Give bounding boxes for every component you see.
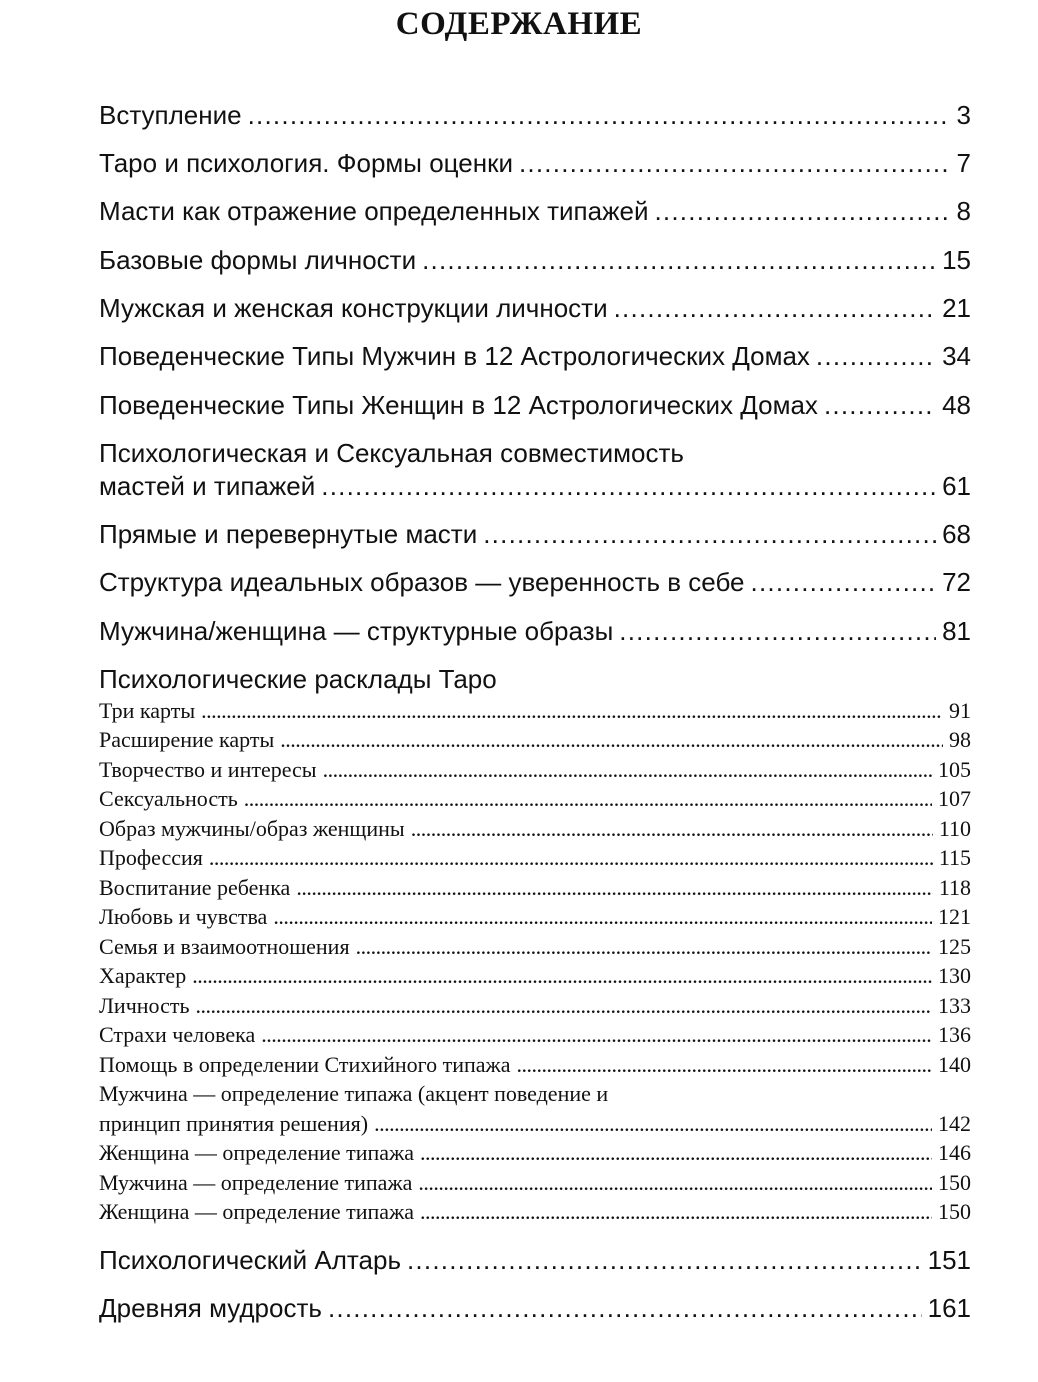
toc-entry-page: 3	[956, 100, 971, 130]
toc-entry-label: Мужская и женская конструкции личности	[99, 293, 608, 323]
toc-entry-page: 8	[956, 196, 971, 226]
toc-subentry[interactable]	[99, 756, 971, 784]
dot-leader	[816, 339, 936, 373]
toc-subentry-page: 136	[938, 1022, 971, 1047]
toc-entry-label: Базовые формы личности	[99, 245, 417, 275]
toc-entry[interactable]	[99, 388, 971, 422]
toc-entry[interactable]	[99, 565, 971, 599]
toc-subentry-label: Профессия	[99, 845, 203, 870]
toc-entry-page: 68	[942, 519, 971, 549]
toc-entry[interactable]	[99, 98, 971, 132]
toc-entry[interactable]	[99, 614, 971, 648]
dot-leader	[248, 98, 951, 132]
dot-leader	[420, 1139, 932, 1167]
dot-leader	[407, 1243, 922, 1277]
toc-entry-label: Структура идеальных образов — уверенность в себе	[99, 567, 745, 597]
toc-entry[interactable]	[99, 194, 971, 228]
dot-leader	[356, 933, 932, 961]
toc-subentry-page: 107	[938, 786, 971, 811]
toc-subentry-label: Помощь в определении Стихийного типажа	[99, 1052, 511, 1077]
section-heading-label: Психологические расклады Таро	[99, 664, 497, 694]
toc-subentry-label: Женщина — определение типажа	[99, 1140, 415, 1165]
toc-subentry[interactable]	[99, 844, 971, 872]
toc-entry-page: 7	[956, 148, 971, 178]
toc-subentry-first-line	[99, 1080, 971, 1108]
toc-entry-label-line1: Психологическая и Сексуальная совместимость	[99, 438, 684, 468]
dot-leader	[519, 146, 951, 180]
toc-subentry-label: Творчество и интересы	[99, 757, 317, 782]
dot-leader	[321, 469, 936, 503]
dot-leader	[422, 243, 936, 277]
toc-entry-label: Поведенческие Типы Мужчин в 12 Астрологических Домах	[99, 341, 810, 371]
toc-entry-page: 21	[942, 293, 971, 323]
dot-leader	[296, 874, 932, 902]
toc-subentry-page: 146	[938, 1140, 971, 1165]
toc-entry[interactable]	[99, 1243, 971, 1277]
toc-entry-label: мастей и типажей	[99, 471, 316, 501]
toc-subentry-label: Сексуальность	[99, 786, 238, 811]
toc-subentry-page: 150	[938, 1170, 971, 1195]
dot-leader	[323, 756, 932, 784]
toc-entry[interactable]	[99, 146, 971, 180]
dot-leader	[374, 1110, 932, 1138]
toc-subentry-label: Три карты	[99, 698, 196, 723]
toc-subentry-label: Образ мужчины/образ женщины	[99, 816, 405, 841]
toc-subentry-page: 105	[938, 757, 971, 782]
toc-subentry[interactable]	[99, 785, 971, 813]
toc-subentry[interactable]	[99, 1169, 971, 1197]
toc-entry-label: Вступление	[99, 100, 242, 130]
toc-subentry[interactable]	[99, 903, 971, 931]
toc-subentry[interactable]	[99, 1110, 971, 1138]
toc-entry-page: 15	[942, 245, 971, 275]
toc-entry-label: Психологический Алтарь	[99, 1245, 401, 1275]
toc-entry-label: Таро и психология. Формы оценки	[99, 148, 513, 178]
toc-subentry-page: 91	[949, 698, 971, 723]
toc-subentry-page: 98	[949, 727, 971, 752]
dot-leader	[751, 565, 937, 599]
toc-subentry-label: Женщина — определение типажа	[99, 1199, 415, 1224]
dot-leader	[328, 1291, 922, 1325]
toc-subentry-page: 115	[938, 845, 971, 870]
dot-leader	[614, 291, 936, 325]
toc-subentry-label: Личность	[99, 993, 190, 1018]
toc-subentry[interactable]	[99, 1198, 971, 1226]
toc-subentry[interactable]	[99, 992, 971, 1020]
toc-entry[interactable]	[99, 469, 971, 503]
toc-subentry-page: 150	[938, 1199, 971, 1224]
toc-entry-page: 81	[942, 616, 971, 646]
toc-subentry[interactable]	[99, 726, 971, 754]
toc-subentry-page: 125	[938, 934, 971, 959]
toc-subentry-page: 121	[938, 904, 971, 929]
dot-leader	[201, 697, 943, 725]
dot-leader	[411, 815, 933, 843]
toc-entry-label: Масти как отражение определенных типажей	[99, 196, 649, 226]
dot-leader	[824, 388, 936, 422]
dot-leader	[261, 1021, 932, 1049]
toc-subentry[interactable]	[99, 1051, 971, 1079]
toc-entry[interactable]	[99, 291, 971, 325]
toc-subentry-label: Воспитание ребенка	[99, 875, 291, 900]
toc-subentry-page: 133	[938, 993, 971, 1018]
dot-leader	[483, 517, 936, 551]
toc-subentry[interactable]	[99, 815, 971, 843]
toc-subentry-label: Любовь и чувства	[99, 904, 268, 929]
dot-leader	[619, 614, 936, 648]
toc-subentry-page: 110	[938, 816, 971, 841]
toc-entry-page: 151	[927, 1245, 971, 1275]
dot-leader	[273, 903, 932, 931]
toc-subentry[interactable]	[99, 874, 971, 902]
dot-leader	[516, 1051, 932, 1079]
dot-leader	[192, 962, 932, 990]
toc-subentry-page: 142	[938, 1111, 971, 1136]
toc-entry[interactable]	[99, 1291, 971, 1325]
dot-leader	[244, 785, 932, 813]
toc-entry-label: Поведенческие Типы Женщин в 12 Астрологических Домах	[99, 390, 818, 420]
toc-entry-page: 48	[942, 390, 971, 420]
section-heading	[99, 662, 971, 696]
dot-leader	[418, 1169, 932, 1197]
toc-subentry-label: Семья и взаимоотношения	[99, 934, 350, 959]
toc-subentry-label-line1: Мужчина — определение типажа (акцент поведение и	[99, 1081, 609, 1106]
toc-entry-label: Мужчина/женщина — структурные образы	[99, 616, 614, 646]
toc-subentry-page: 118	[938, 875, 971, 900]
dot-leader	[420, 1198, 932, 1226]
toc-subentry[interactable]	[99, 933, 971, 961]
toc-entry-page: 72	[942, 567, 971, 597]
toc-subentry[interactable]	[99, 962, 971, 990]
toc-subentry-label: Расширение карты	[99, 727, 275, 752]
page-title: СОДЕРЖАНИЕ	[395, 6, 643, 42]
toc-subentry-label: принцип принятия решения)	[99, 1111, 369, 1136]
toc-entry[interactable]	[99, 517, 971, 551]
toc-entry[interactable]	[99, 243, 971, 277]
toc-subentry[interactable]	[99, 697, 971, 725]
toc-subentry-label: Характер	[99, 963, 187, 988]
toc-subentry-page: 130	[938, 963, 971, 988]
toc-subentry-page: 140	[938, 1052, 971, 1077]
toc-entry-page: 61	[942, 471, 971, 501]
toc-subentry[interactable]	[99, 1139, 971, 1167]
toc-entry-label: Прямые и перевернутые масти	[99, 519, 478, 549]
toc-entry-first-line	[99, 436, 971, 470]
dot-leader	[196, 992, 933, 1020]
toc-entry-page: 34	[942, 341, 971, 371]
dot-leader	[654, 194, 950, 228]
toc-entry-label: Древняя мудрость	[99, 1293, 322, 1323]
toc-entry-page: 161	[927, 1293, 971, 1323]
toc-subentry[interactable]	[99, 1021, 971, 1049]
toc-entry[interactable]	[99, 339, 971, 373]
toc-subentry-label: Мужчина — определение типажа	[99, 1170, 413, 1195]
dot-leader	[209, 844, 933, 872]
toc-subentry-label: Страхи человека	[99, 1022, 256, 1047]
dot-leader	[280, 726, 943, 754]
